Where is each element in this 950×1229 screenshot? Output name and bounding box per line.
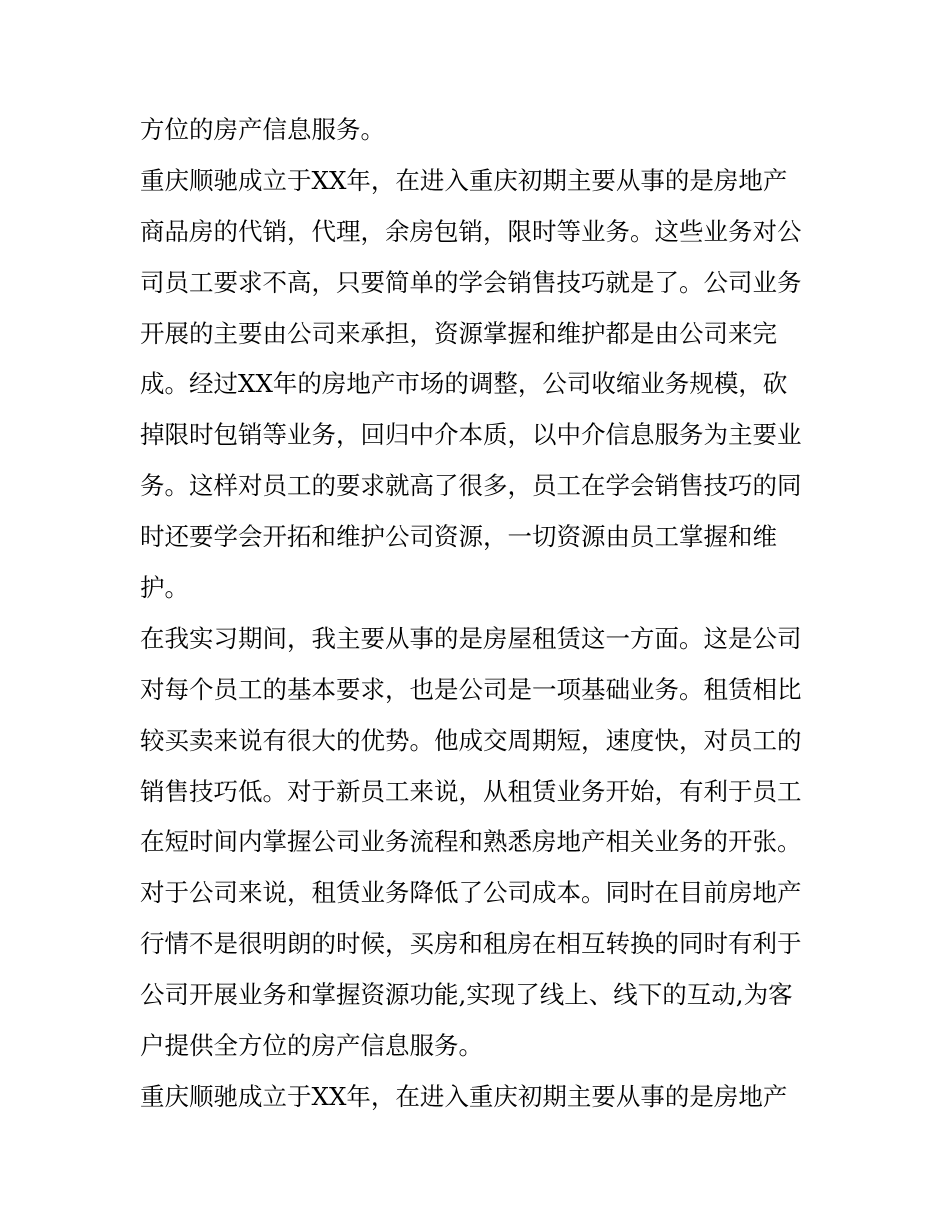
text-line: 务。这样对员工的要求就高了很多，员工在学会销售技巧的同	[140, 471, 802, 501]
text-line: 司员工要求不高，只要简单的学会销售技巧就是了。公司业务	[140, 267, 802, 297]
text-line: 时还要学会开拓和维护公司资源，一切资源由员工掌握和维	[140, 522, 777, 552]
text-line: 护。	[140, 573, 189, 603]
text-line: 销售技巧低。对于新员工来说，从租赁业务开始，有利于员工	[140, 776, 802, 806]
document-body	[140, 105, 820, 1123]
text-line: 开展的主要由公司来承担，资源掌握和维护都是由公司来完	[140, 318, 777, 348]
text-line: 行情不是很明朗的时候，买房和租房在相互转换的同时有利于	[140, 929, 802, 959]
text-line: 方位的房产信息服务。	[140, 115, 385, 144]
text-line: 公司开展业务和掌握资源功能,实现了线上、线下的互动,为客	[140, 980, 793, 1010]
text-line: 成。经过XX年的房地产市场的调整，公司收缩业务规模，砍	[140, 369, 788, 399]
text-line: 对每个员工的基本要求，也是公司是一项基础业务。租赁相比	[140, 674, 802, 704]
text-line: 对于公司来说，租赁业务降低了公司成本。同时在目前房地产	[140, 878, 802, 908]
text-line: 重庆顺驰成立于XX年，在进入重庆初期主要从事的是房地产	[140, 1081, 788, 1111]
text-line: 较买卖来说有很大的优势。他成交周期短，速度快，对员工的	[140, 725, 802, 755]
text-line: 商品房的代销，代理，余房包销，限时等业务。这些业务对公	[140, 216, 802, 246]
text-line: 户提供全方位的房产信息服务。	[140, 1031, 483, 1061]
text-line: 在短时间内掌握公司业务流程和熟悉房地产相关业务的开张。	[140, 827, 802, 857]
text-line: 掉限时包销等业务，回归中介本质，以中介信息服务为主要业	[140, 420, 802, 450]
text-line: 在我实习期间，我主要从事的是房屋租赁这一方面。这是公司	[140, 623, 802, 653]
text-line: 重庆顺驰成立于XX年，在进入重庆初期主要从事的是房地产	[140, 165, 788, 195]
